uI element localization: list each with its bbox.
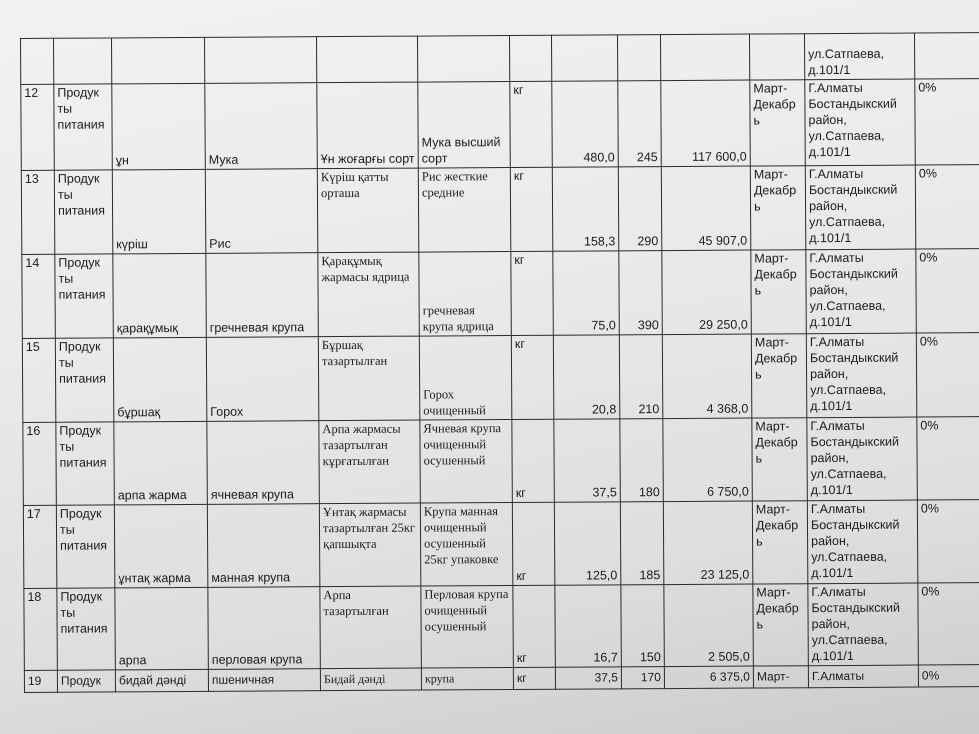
table-row <box>24 665 979 693</box>
address-cell: Г.Алматы Бостандыкский район, ул.Сатпаева, д.101/1 <box>805 165 916 250</box>
price-cell: 180 <box>620 419 664 502</box>
quantity-cell: 480,0 <box>552 81 619 167</box>
kaz-name-cell: ұн <box>112 83 206 170</box>
row-number: 18 <box>24 588 58 670</box>
address-cell: Г.Алматы Бостандыкский район, ул.Сатпаева, д.101/1 <box>808 583 918 666</box>
rus-name-cell: Мука <box>205 83 318 170</box>
percent-cell: 0% <box>917 417 979 500</box>
sum-cell: 45 907,0 <box>661 166 751 251</box>
procurement-table <box>20 32 979 693</box>
address-cell: Г.Алматы Бостандыкский район, ул.Сатпаева, д.101/1 <box>805 79 916 166</box>
quantity-cell: 20,8 <box>553 335 620 419</box>
unit-cell: кг <box>510 167 553 251</box>
category-cell: Продук ты питания <box>55 338 114 422</box>
unit-cell: кг <box>511 251 554 335</box>
address-cell: Г.Алматы Бостандыкский район, ул.Сатпаева, д.101/1 <box>806 333 917 418</box>
rus-name-cell: Рис <box>205 169 318 254</box>
quantity-cell: 75,0 <box>553 251 620 335</box>
sum-cell: 6 375,0 <box>664 666 753 689</box>
rus-spec-cell: Мука высший сорт <box>418 82 511 169</box>
percent-cell: 0% <box>916 333 979 417</box>
address-cell: Г.Алматы Бостандыкский район, ул.Сатпаева, д.101/1 <box>807 417 918 501</box>
rus-spec-cell: крупа <box>421 667 513 690</box>
kaz-spec-cell: Күріш қатты орташа <box>317 168 419 253</box>
sum-cell: 23 125,0 <box>663 501 753 585</box>
unit-cell: кг <box>510 81 553 167</box>
unit-cell: кг <box>513 585 556 667</box>
kaz-name-cell: бидай дәнді <box>115 669 208 692</box>
unit-cell: кг <box>513 667 555 689</box>
price-cell: 290 <box>618 167 662 251</box>
sum-cell: 4 368,0 <box>662 334 752 419</box>
rus-name-cell: перловая крупа <box>208 587 320 670</box>
table-row <box>21 165 979 255</box>
unit-cell: кг <box>511 335 554 419</box>
rus-spec-cell: Рис жесткие средние <box>418 168 511 253</box>
address-cell: Г.Алматы <box>808 665 918 688</box>
period-cell: Март- Декабр ь <box>752 418 808 501</box>
percent-cell: 0% <box>916 249 979 333</box>
table-row <box>22 333 979 423</box>
kaz-name-cell: арпа жарма <box>114 421 208 505</box>
kaz-spec-cell: Бұршақ тазартылған <box>318 336 420 421</box>
sum-cell: 117 600,0 <box>661 80 751 167</box>
sum-cell: 29 250,0 <box>662 250 752 335</box>
rus-name-cell: Горох <box>206 337 319 422</box>
kaz-name-cell: бұршақ <box>113 337 207 422</box>
rus-spec-cell: Крупа манная очищенный осушенный 25кг упаковке <box>420 503 513 587</box>
address-cell: Г.Алматы Бостандыкский район, ул.Сатпаева, д.101/1 <box>806 249 917 334</box>
period-cell: Март- Декабр ь <box>750 80 806 166</box>
percent-cell: 0% <box>915 79 979 165</box>
address-cell: ул.Сатпаева, д.101/1 <box>804 33 914 80</box>
unit-cell: кг <box>512 502 555 585</box>
kaz-name-cell: ұнтақ жарма <box>114 504 208 588</box>
row-number: 16 <box>23 422 57 505</box>
kaz-spec-cell: Бидай дәнді <box>320 668 421 691</box>
rus-spec-cell: Ячневая крупа очищенный осушенный <box>420 420 513 504</box>
category-cell: Продук ты питания <box>57 588 115 670</box>
table-row <box>21 79 979 171</box>
category-cell: Продук <box>57 670 115 692</box>
kaz-spec-cell: Арпа тазартылған <box>320 586 421 669</box>
price-cell: 150 <box>621 585 665 667</box>
quantity-cell: 158,3 <box>552 167 619 251</box>
period-cell: Март- <box>753 666 808 688</box>
rus-name-cell: пшеничная <box>208 669 320 692</box>
price-cell: 210 <box>619 335 663 419</box>
kaz-spec-cell: Қарақұмық жармасы ядрица <box>318 252 420 337</box>
row-number: 14 <box>22 254 56 338</box>
period-cell: Март- Декабр ь <box>751 250 807 334</box>
percent-cell: 0% <box>915 165 979 249</box>
quantity-cell: 125,0 <box>554 502 621 585</box>
rus-spec-cell: Горох очищенный <box>419 336 512 421</box>
kaz-name-cell: күріш <box>112 169 206 254</box>
table-row <box>22 249 979 339</box>
row-number: 13 <box>21 170 55 254</box>
period-cell: Март- Декабр ь <box>751 334 807 418</box>
kaz-spec-cell: Ұн жоғарғы сорт <box>317 82 419 169</box>
percent-cell: 0% <box>918 665 979 687</box>
price-cell: 245 <box>618 81 662 167</box>
price-cell: 390 <box>619 251 663 335</box>
percent-cell: 0% <box>917 500 979 583</box>
period-cell: Март- Декабр ь <box>753 584 808 666</box>
row-number: 17 <box>23 505 57 588</box>
category-cell: Продук ты питания <box>54 84 113 170</box>
kaz-name-cell: арпа <box>115 587 208 670</box>
rus-spec-cell: гречневая крупа ядрица <box>419 252 512 337</box>
table-row-fragment <box>21 33 979 85</box>
category-cell: Продук ты питания <box>54 170 113 254</box>
quantity-cell: 37,5 <box>555 667 621 689</box>
rus-spec-cell: Перловая крупа очищенный осушенный <box>421 585 513 668</box>
kaz-spec-cell: Ұнтақ жармасы тазартылған 25кг қапшықта <box>319 503 421 587</box>
period-cell: Март- Декабр ь <box>752 501 808 584</box>
address-cell: Г.Алматы Бостандыкский район, ул.Сатпаева, д.101/1 <box>807 500 918 584</box>
sum-cell: 6 750,0 <box>663 418 753 502</box>
category-cell: Продук ты питания <box>56 422 115 505</box>
sum-cell: 2 505,0 <box>664 584 753 667</box>
unit-cell: кг <box>512 419 555 502</box>
table-row <box>23 417 979 506</box>
category-cell: Продук ты питания <box>56 505 115 588</box>
table-row <box>24 583 979 671</box>
kaz-name-cell: қарақұмық <box>113 253 207 338</box>
row-number: 19 <box>24 670 57 692</box>
rus-name-cell: манная крупа <box>207 504 320 588</box>
rus-name-cell: гречневая крупа <box>206 253 319 338</box>
category-cell: Продук ты питания <box>55 254 114 338</box>
price-cell: 185 <box>620 502 664 585</box>
period-cell: Март- Декабр ь <box>750 166 806 250</box>
table-row <box>23 500 979 589</box>
kaz-spec-cell: Арпа жармасы тазартылған кұрғатылған <box>319 420 421 504</box>
rus-name-cell: ячневая крупа <box>207 421 320 505</box>
quantity-cell: 37,5 <box>554 419 621 502</box>
row-number: 12 <box>21 84 55 170</box>
percent-cell: 0% <box>918 583 979 665</box>
row-number: 15 <box>22 338 56 422</box>
price-cell: 170 <box>621 667 664 689</box>
quantity-cell: 16,7 <box>555 585 621 667</box>
